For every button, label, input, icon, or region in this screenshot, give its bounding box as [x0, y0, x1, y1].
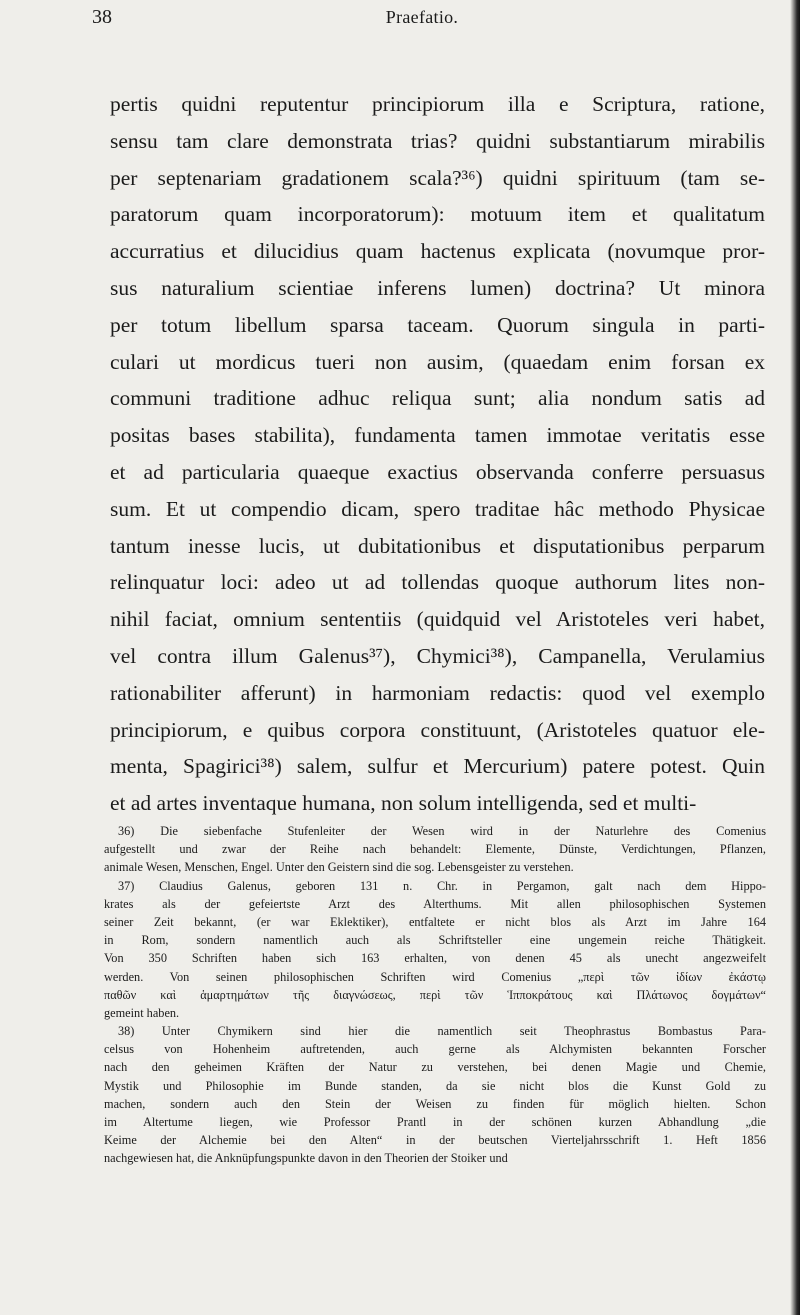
- page-number: 38: [92, 6, 112, 28]
- text-line: et ad particularia quaeque exactius observanda conferre persuasus: [110, 459, 765, 484]
- text-line: accurratius et dilucidius quam hactenus explicata (novumque pror-: [110, 239, 765, 264]
- footnote-line: gemeint haben.: [104, 1005, 180, 1020]
- footnote-line: celsus von Hohenheim auftretenden, auch gerne als Alchymisten bekannten Forscher: [104, 1042, 766, 1057]
- text-line: rationabiliter afferunt) in harmoniam redactis: quod vel exemplo: [110, 680, 765, 705]
- text-line: communi traditione adhuc reliqua sunt; alia nondum satis ad: [110, 386, 765, 411]
- text-line: menta, Spagirici³⁸) salem, sulfur et Mercurium) patere potest. Quin: [110, 754, 765, 779]
- text-line: nihil faciat, omnium sententiis (quidquid vel Aristoteles veri habet,: [110, 607, 765, 632]
- footnote-line: seiner Zeit bekannt, (er war Eklektiker), entfaltete er nicht blos als Arzt im Jahre 164: [104, 914, 766, 929]
- text-line: sus naturalium scientiae inferens lumen) doctrina? Ut minora: [110, 275, 765, 300]
- page-header: [92, 4, 752, 36]
- text-line: per septenariam gradationem scala?³⁶) quidni spirituum (tam se-: [110, 165, 765, 190]
- footnote-line: nachgewiesen hat, die Anknüpfungspunkte davon in den Theorien der Stoiker und: [104, 1151, 508, 1166]
- footnote-line: machen, sondern auch den Stein der Weisen zu finden für möglich hielten. Schon: [104, 1096, 766, 1111]
- footnote-line: παθῶν καὶ ἁμαρτημάτων τῆς διαγνώσεως, περὶ τῶν Ἱπποκράτους καὶ Πλάτωνος δογμάτων“: [104, 987, 766, 1002]
- footnote-line: 37) Claudius Galenus, geboren 131 n. Chr. in Pergamon, galt nach dem Hippo-: [118, 878, 766, 893]
- footnote-line: Keime der Alchemie bei den Alten“ in der beutschen Vierteljahrsschrift 1. Heft 1856: [104, 1133, 766, 1148]
- text-line: relinquatur loci: adeo ut ad tollendas quoque authorum lites non-: [110, 570, 765, 595]
- text-line: et ad artes inventaque humana, non solum intelligenda, sed et multi-: [110, 791, 697, 816]
- text-line: tantum inesse lucis, ut dubitationibus et disputationibus perparum: [110, 533, 765, 558]
- footnote-line: animale Wesen, Menschen, Engel. Unter den Geistern sind die sog. Lebensgeister zu verstehen.: [104, 860, 574, 875]
- main-text: [110, 86, 765, 822]
- page-edge-shadow: [790, 0, 800, 1315]
- text-line: positas bases stabilita), fundamenta tamen immotae veritatis esse: [110, 423, 765, 448]
- text-line: sum. Et ut compendio dicam, spero traditae hâc methodo Physicae: [110, 496, 765, 521]
- footnote-line: in Rom, sondern namentlich auch als Schriftsteller eine ungemein reiche Thätigkeit.: [104, 933, 766, 948]
- text-line: pertis quidni reputentur principiorum illa e Scriptura, ratione,: [110, 92, 765, 116]
- footnote-line: aufgestellt und zwar der Reihe nach behandelt: Elemente, Dünste, Verdichtungen, Pflanzen,: [104, 842, 766, 857]
- text-line: vel contra illum Galenus³⁷), Chymici³⁸), Campanella, Verulamius: [110, 643, 765, 668]
- footnotes: [104, 822, 766, 1168]
- footnote-line: Von 350 Schriften haben sich 163 erhalten, von denen 45 als unecht angezweifelt: [104, 951, 766, 966]
- footnote-line: 38) Unter Chymikern sind hier die namentlich seit Theophrastus Bombastus Para-: [118, 1024, 766, 1039]
- text-line: principiorum, e quibus corpora constituunt, (Aristoteles quatuor ele-: [110, 717, 765, 742]
- text-line: paratorum quam incorporatorum): motuum item et qualitatum: [110, 202, 765, 227]
- text-line: per totum libellum sparsa taceam. Quorum singula in parti-: [110, 312, 765, 337]
- text-line: sensu tam clare demonstrata trias? quidni substantiarum mirabilis: [110, 128, 765, 153]
- footnote-line: krates als der gefeiertste Arzt des Alterthums. Mit allen philosophischen Systemen: [104, 896, 766, 911]
- footnote-line: Mystik und Philosophie im Bunde standen, da sie nicht blos die Kunst Gold zu: [104, 1078, 766, 1093]
- footnote-line: werden. Von seinen philosophischen Schriften wird Comenius „περὶ τῶν ἰδίων ἐκάστῳ: [104, 969, 766, 984]
- footnote-line: nach den geheimen Kräften der Natur zu verstehen, bei denen Magie und Chemie,: [104, 1060, 766, 1075]
- text-line: culari ut mordicus tueri non ausim, (quaedam enim forsan ex: [110, 349, 765, 374]
- footnote-line: im Altertume liegen, wie Professor Prantl in der schönen kurzen Abhandlung „die: [104, 1115, 766, 1129]
- running-title: Praefatio.: [385, 7, 459, 27]
- footnote-line: 36) Die siebenfache Stufenleiter der Wesen wird in der Naturlehre des Comenius: [118, 824, 766, 838]
